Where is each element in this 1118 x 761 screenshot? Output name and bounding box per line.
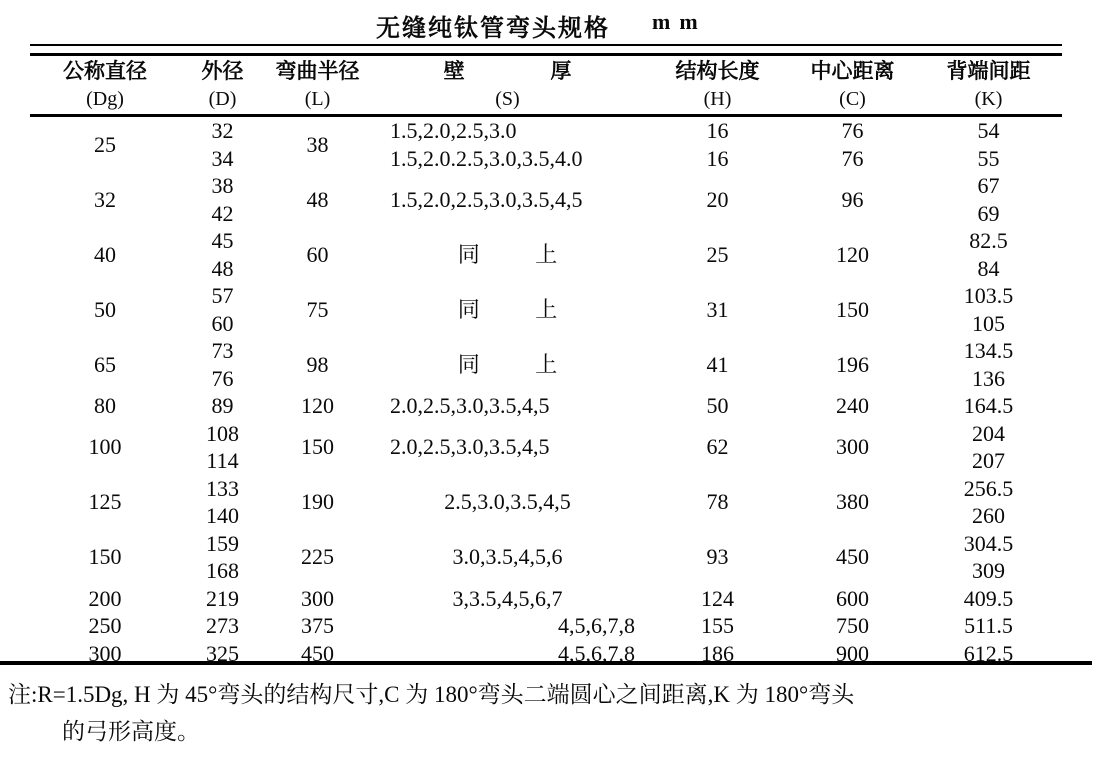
col-header-structure-length: 结构长度 (H) xyxy=(675,60,760,110)
cell-c: 380 xyxy=(836,489,869,515)
table-row xyxy=(30,172,1062,227)
cell-l: 450 xyxy=(301,640,334,666)
footnote-line-1: 注:R=1.5Dg, H 为 45°弯头的结构尺寸,C 为 180°弯头二端圆心之间距离,K 为 180°弯头 xyxy=(8,682,855,707)
cell-c: 450 xyxy=(836,544,869,570)
table-row xyxy=(30,612,1062,640)
cell-c: 600 xyxy=(836,585,869,611)
table-row xyxy=(30,530,1062,585)
cell-h: 62 xyxy=(706,434,729,460)
cell-h: 25 xyxy=(706,241,729,267)
cell-h: 124 xyxy=(701,585,734,611)
cell-c: 900 xyxy=(836,640,869,666)
spec-table xyxy=(30,44,1062,667)
cell-h: 93 xyxy=(706,544,729,570)
cell-dg: 40 xyxy=(94,241,116,267)
cell-k: 304.5 309 xyxy=(963,530,1014,583)
table-row xyxy=(30,392,1062,420)
cell-d: 108 114 xyxy=(206,420,239,473)
cell-dg: 32 xyxy=(94,186,116,212)
cell-s: 2.0,2.5,3.0,3.5,4,5 xyxy=(390,393,550,418)
cell-h: 41 xyxy=(706,351,729,377)
cell-d: 73 76 xyxy=(211,338,234,391)
cell-h: 78 xyxy=(706,489,729,515)
cell-l: 225 xyxy=(301,544,334,570)
cell-l: 300 xyxy=(301,585,334,611)
cell-s: 同 上 xyxy=(457,351,558,377)
table-row xyxy=(30,117,1062,172)
cell-h: 31 xyxy=(706,296,729,322)
cell-k: 103.5 105 xyxy=(963,283,1014,336)
cell-d: 38 42 xyxy=(211,173,234,226)
cell-l: 48 xyxy=(306,186,329,212)
cell-d: 219 xyxy=(206,585,239,611)
cell-k: 82.5 84 xyxy=(969,228,1008,281)
table-row xyxy=(30,420,1062,475)
cell-k: 409.5 xyxy=(963,585,1014,611)
col-header-nominal-diameter: 公称直径 (Dg) xyxy=(63,60,147,110)
table-row xyxy=(30,475,1062,530)
cell-dg: 25 xyxy=(94,131,116,157)
cell-s: 1.5,2.0,2.5,3.0,3.5,4,5 xyxy=(390,186,583,212)
table-row xyxy=(30,585,1062,613)
cell-s: 4,5,6,7,8 xyxy=(558,640,635,666)
cell-dg: 200 xyxy=(88,585,122,611)
cell-dg: 150 xyxy=(88,544,122,570)
col-header-outer-diameter: 外径 (D) xyxy=(201,60,244,110)
cell-k: 54 55 xyxy=(977,118,1000,171)
title-row xyxy=(0,0,1118,44)
cell-d: 133 140 xyxy=(206,475,239,528)
cell-h: 186 xyxy=(701,640,734,666)
table-body xyxy=(30,117,1062,667)
cell-h: 20 xyxy=(706,186,729,212)
col-header-bend-radius: 弯曲半径 (L) xyxy=(275,60,360,110)
cell-dg: 65 xyxy=(94,351,116,377)
cell-dg: 80 xyxy=(94,393,116,418)
cell-dg: 300 xyxy=(88,640,122,666)
cell-k: 612.5 xyxy=(963,640,1014,666)
cell-d: 45 48 xyxy=(211,228,234,281)
cell-c: 150 xyxy=(836,296,869,322)
col-header-center-distance: 中心距离 (C) xyxy=(810,60,895,110)
cell-k: 511.5 xyxy=(964,613,1013,638)
footnote-line-2: 的弓形高度。 xyxy=(62,719,200,744)
cell-k: 67 69 xyxy=(977,173,1000,226)
cell-s: 1.5,2.0,2.5,3.0 1.5,2.0.2.5,3.0,3.5,4.0 xyxy=(390,118,583,171)
cell-c: 76 76 xyxy=(841,118,864,171)
cell-l: 150 xyxy=(301,434,334,460)
table-header-row xyxy=(30,56,1062,114)
table-row xyxy=(30,227,1062,282)
cell-c: 196 xyxy=(836,351,869,377)
cell-k: 134.5 136 xyxy=(963,338,1014,391)
unit-label: mm xyxy=(652,9,707,34)
cell-s: 4,5,6,7,8 xyxy=(558,613,635,638)
cell-s: 同 上 xyxy=(457,296,558,322)
cell-d: 89 xyxy=(211,393,234,418)
cell-h: 50 xyxy=(706,393,729,418)
cell-s: 3.0,3.5,4,5,6 xyxy=(452,544,563,570)
table-top-rule xyxy=(30,44,1062,56)
table-row xyxy=(30,282,1062,337)
table-row xyxy=(30,337,1062,392)
cell-dg: 50 xyxy=(94,296,116,322)
cell-d: 32 34 xyxy=(211,118,234,171)
cell-s: 2.5,3.0,3.5,4,5 xyxy=(444,489,571,515)
col-header-wall-thickness: 壁 厚 (S) xyxy=(443,60,572,110)
cell-l: 190 xyxy=(301,489,334,515)
cell-d: 57 60 xyxy=(211,283,234,336)
cell-dg: 100 xyxy=(88,434,122,460)
cell-h: 155 xyxy=(701,613,734,638)
cell-s: 3,3.5,4,5,6,7 xyxy=(452,585,563,611)
cell-l: 38 xyxy=(306,131,329,157)
cell-l: 375 xyxy=(301,613,334,638)
cell-s: 同 上 xyxy=(457,241,558,267)
cell-dg: 125 xyxy=(88,489,122,515)
cell-h: 16 16 xyxy=(706,118,729,171)
cell-d: 273 xyxy=(206,613,239,638)
cell-k: 164.5 xyxy=(963,393,1014,418)
table-bottom-rule xyxy=(0,661,1092,665)
cell-d: 325 xyxy=(206,640,239,666)
cell-l: 120 xyxy=(301,393,334,418)
cell-d: 159 168 xyxy=(206,530,239,583)
cell-k: 204 207 xyxy=(972,420,1005,473)
col-header-back-end-spacing: 背端间距 (K) xyxy=(946,60,1031,110)
page-title: 无缝纯钛管弯头规格 xyxy=(376,15,610,42)
cell-s: 2.0,2.5,3.0,3.5,4,5 xyxy=(390,434,550,460)
cell-c: 240 xyxy=(836,393,869,418)
cell-l: 98 xyxy=(306,351,329,377)
cell-c: 300 xyxy=(836,434,869,460)
footnote xyxy=(0,676,1118,750)
cell-c: 96 xyxy=(841,186,864,212)
cell-l: 60 xyxy=(306,241,329,267)
cell-l: 75 xyxy=(306,296,329,322)
cell-c: 120 xyxy=(836,241,869,267)
cell-dg: 250 xyxy=(88,613,122,638)
cell-k: 256.5 260 xyxy=(963,475,1014,528)
cell-c: 750 xyxy=(836,613,869,638)
